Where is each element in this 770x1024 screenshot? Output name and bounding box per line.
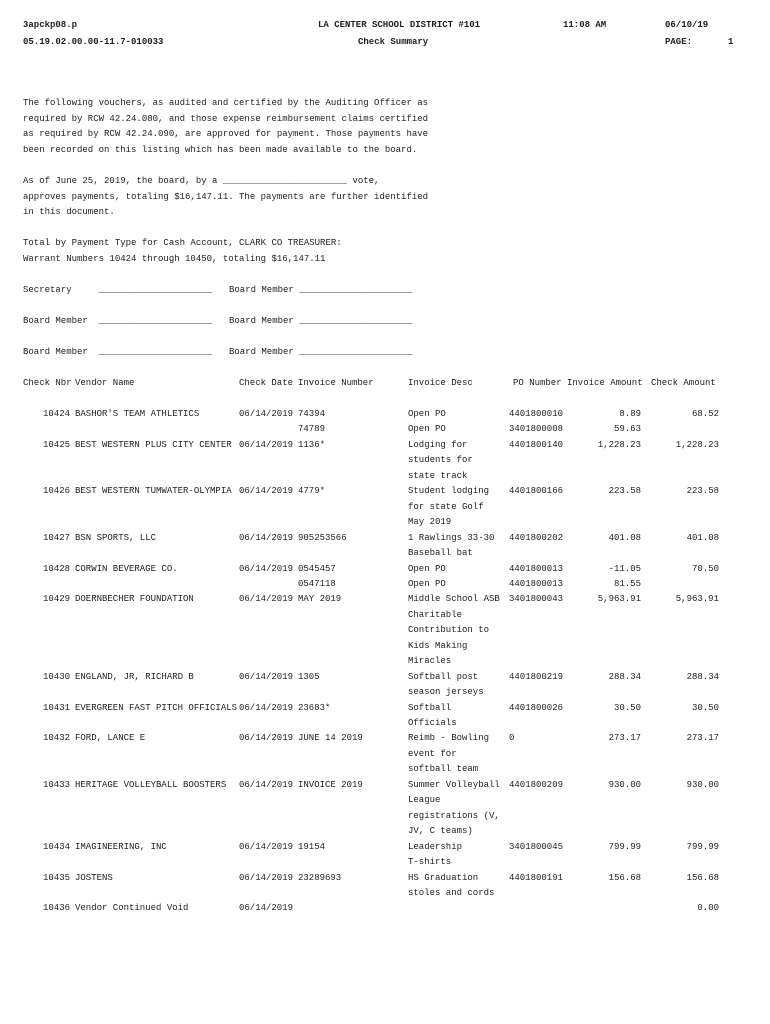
- check-number: 10427: [43, 532, 71, 543]
- check-amount: 930.00: [686, 779, 719, 790]
- vendor-name: BEST WESTERN TUMWATER-OLYMPIA: [75, 486, 232, 497]
- invoice-number: 905253566: [298, 532, 347, 543]
- invoice-desc: stoles and cords: [408, 887, 495, 898]
- check-amount: 156.68: [686, 872, 719, 883]
- check-number: 10434: [43, 841, 71, 852]
- invoice-desc: Summer Volleyball: [408, 779, 500, 790]
- check-number: 10433: [43, 779, 71, 790]
- invoice-desc: Leadership: [408, 841, 463, 852]
- invoice-desc: Officials: [408, 718, 457, 728]
- invoice-desc: Lodging for: [408, 439, 468, 450]
- vendor-name: IMAGINEERING, INC: [75, 841, 167, 852]
- col-check-nbr: Check Nbr: [23, 378, 72, 388]
- invoice-number: 23683*: [298, 702, 331, 713]
- signature-left: Board Member _____________________: [23, 347, 213, 357]
- vendor-name: CORWIN BEVERAGE CO.: [75, 563, 178, 574]
- po-number: 3401800008: [509, 424, 564, 435]
- po-number: 4401800166: [509, 486, 564, 497]
- invoice-number: 19154: [298, 841, 326, 852]
- check-number: 10431: [43, 702, 71, 713]
- invoice-desc: Miracles: [408, 656, 452, 667]
- invoice-number: JUNE 14 2019: [298, 733, 363, 744]
- totals-paragraph: Total by Payment Type for Cash Account, CLARK CO TREASURER: Warrant Numbers 10424 through 10450, totaling $16,147.11: [23, 238, 342, 264]
- signature-right: Board Member _____________________: [229, 316, 413, 326]
- district-name: LA CENTER SCHOOL DISTRICT #101: [318, 20, 481, 30]
- check-amount: 1,228.23: [675, 439, 719, 450]
- invoice-desc: 1 Rawlings 33-30: [408, 532, 495, 543]
- invoice-desc: registrations (V,: [408, 810, 500, 821]
- invoice-amount: 5,963.91: [597, 594, 641, 605]
- invoice-desc: state track: [408, 470, 468, 481]
- invoice-number: MAY 2019: [298, 594, 342, 605]
- check-number: 10436: [43, 903, 71, 914]
- vendor-name: FORD, LANCE E: [75, 733, 146, 744]
- po-number: 4401800026: [509, 702, 564, 713]
- report-time: 11:08 AM: [563, 20, 607, 30]
- invoice-desc: softball team: [408, 764, 479, 775]
- vendor-name: EVERGREEN FAST PITCH OFFICIALS: [75, 702, 238, 713]
- invoice-number: 0545457: [298, 563, 336, 574]
- invoice-desc: League: [408, 795, 441, 806]
- check-number: 10426: [43, 486, 71, 497]
- signature-left: Secretary _____________________: [23, 285, 213, 295]
- po-number: 4401800209: [509, 779, 564, 790]
- po-number: 3401800045: [509, 841, 564, 852]
- invoice-number: 23289693: [298, 872, 342, 883]
- invoice-desc: students for: [408, 455, 473, 466]
- check-number: 10424: [43, 409, 71, 419]
- check-date: 06/14/2019: [239, 872, 294, 883]
- invoice-amount: 401.08: [608, 532, 641, 543]
- check-number: 10425: [43, 439, 71, 450]
- invoice-desc: Charitable: [408, 609, 463, 620]
- invoice-number: 74394: [298, 409, 326, 419]
- invoice-desc: Student lodging: [408, 486, 490, 497]
- invoice-amount: 59.63: [613, 424, 641, 435]
- vendor-name: DOERNBECHER FOUNDATION: [75, 594, 194, 605]
- po-number: 4401800219: [509, 671, 564, 682]
- check-number: 10432: [43, 733, 71, 744]
- invoice-desc: Contribution to: [408, 625, 490, 636]
- invoice-amount: 8.89: [619, 409, 641, 419]
- check-date: 06/14/2019: [239, 903, 294, 914]
- invoice-desc: HS Graduation: [408, 872, 479, 883]
- invoice-desc: Softball: [408, 702, 452, 713]
- invoice-number: 0547118: [298, 578, 336, 589]
- invoice-number: 74789: [298, 424, 326, 435]
- invoice-number: 1305: [298, 671, 320, 682]
- check-date: 06/14/2019: [239, 409, 294, 419]
- po-number: 4401800013: [509, 563, 564, 574]
- vendor-name: BSN SPORTS, LLC: [75, 532, 157, 543]
- signature-right: Board Member _____________________: [229, 285, 413, 295]
- invoice-desc: Open PO: [408, 424, 446, 435]
- check-date: 06/14/2019: [239, 532, 294, 543]
- invoice-amount: -11.05: [608, 563, 641, 574]
- check-date: 06/14/2019: [239, 702, 294, 713]
- signature-right: Board Member _____________________: [229, 347, 413, 357]
- col-check-amount: Check Amount: [651, 378, 716, 388]
- program-version: 05.19.02.00.00-11.7-010033: [23, 37, 164, 47]
- check-amount: 273.17: [686, 733, 719, 744]
- vendor-name: Vendor Continued Void: [75, 903, 189, 914]
- vendor-name: BEST WESTERN PLUS CITY CENTER: [75, 439, 232, 450]
- invoice-desc: Open PO: [408, 409, 446, 419]
- po-number: 0: [509, 733, 515, 744]
- check-amount: 70.50: [691, 563, 719, 574]
- col-invoice-amount: Invoice Amount: [567, 378, 643, 388]
- invoice-desc: season jerseys: [408, 687, 484, 698]
- check-date: 06/14/2019: [239, 439, 294, 450]
- invoice-desc: T-shirts: [408, 857, 452, 868]
- po-number: 4401800202: [509, 532, 564, 543]
- invoice-desc: Middle School ASB: [408, 594, 500, 605]
- invoice-desc: Open PO: [408, 563, 446, 574]
- invoice-number: 4779*: [298, 486, 326, 497]
- page-number: 1: [728, 37, 734, 47]
- col-check-date: Check Date: [239, 378, 294, 388]
- check-date: 06/14/2019: [239, 733, 294, 744]
- check-number: 10429: [43, 594, 71, 605]
- invoice-amount: 156.68: [608, 872, 641, 883]
- check-number: 10435: [43, 872, 71, 883]
- invoice-amount: 930.00: [608, 779, 641, 790]
- check-date: 06/14/2019: [239, 486, 294, 497]
- col-po-number: PO Number: [513, 378, 562, 388]
- invoice-amount: 273.17: [608, 733, 641, 744]
- report-title: Check Summary: [358, 37, 429, 47]
- invoice-desc: Baseball bat: [408, 548, 473, 559]
- invoice-desc: Softball post: [408, 671, 479, 682]
- signature-left: Board Member _____________________: [23, 316, 213, 326]
- vendor-name: BASHOR'S TEAM ATHLETICS: [75, 409, 200, 419]
- invoice-desc: event for: [408, 748, 457, 759]
- po-number: 4401800191: [509, 872, 564, 883]
- invoice-desc: Open PO: [408, 578, 446, 589]
- check-number: 10428: [43, 563, 71, 574]
- invoice-amount: 1,228.23: [597, 439, 641, 450]
- vendor-name: HERITAGE VOLLEYBALL BOOSTERS: [75, 779, 227, 790]
- invoice-amount: 81.55: [613, 578, 641, 589]
- invoice-amount: 30.50: [613, 702, 641, 713]
- col-invoice-desc: Invoice Desc: [408, 378, 473, 388]
- check-number: 10430: [43, 671, 71, 682]
- po-number: 4401800140: [509, 439, 564, 450]
- check-date: 06/14/2019: [239, 563, 294, 574]
- check-amount: 799.99: [686, 841, 719, 852]
- invoice-amount: 799.99: [608, 841, 641, 852]
- check-amount: 30.50: [691, 702, 719, 713]
- approval-paragraph: As of June 25, 2019, the board, by a _______________________ vote, approves payments, totaling $16,147.11. The payments are further identified in this document.: [23, 176, 429, 217]
- report-date: 06/10/19: [665, 20, 709, 30]
- check-amount: 223.58: [686, 486, 719, 497]
- invoice-amount: 288.34: [608, 671, 641, 682]
- check-amount: 5,963.91: [675, 594, 719, 605]
- check-amount: 68.52: [691, 409, 719, 419]
- page-label: PAGE:: [665, 37, 693, 47]
- invoice-desc: Reimb - Bowling: [408, 733, 490, 744]
- check-date: 06/14/2019: [239, 779, 294, 790]
- vendor-name: ENGLAND, JR, RICHARD B: [75, 671, 194, 682]
- invoice-desc: Kids Making: [408, 640, 468, 651]
- po-number: 4401800010: [509, 409, 564, 419]
- check-date: 06/14/2019: [239, 594, 294, 605]
- invoice-number: INVOICE 2019: [298, 779, 363, 790]
- invoice-amount: 223.58: [608, 486, 641, 497]
- check-amount: 401.08: [686, 532, 719, 543]
- program-name: 3apckp08.p: [23, 20, 78, 30]
- check-amount: 0.00: [697, 903, 719, 914]
- invoice-desc: May 2019: [408, 517, 452, 528]
- col-vendor-name: Vendor Name: [75, 378, 135, 388]
- invoice-desc: JV, C teams): [408, 826, 473, 837]
- check-date: 06/14/2019: [239, 671, 294, 682]
- col-invoice-number: Invoice Number: [298, 378, 374, 388]
- check-amount: 288.34: [686, 671, 719, 682]
- invoice-number: 1136*: [298, 439, 326, 450]
- invoice-desc: for state Golf: [408, 501, 484, 512]
- po-number: 4401800013: [509, 578, 564, 589]
- certification-paragraph: The following vouchers, as audited and certified by the Auditing Officer as required by RCW 42.24.080, and those expense reimbursement claims certified as required by RCW 42.24.090, are approved for payment. Those payments have been recorded on this listing which has been made available to the board.: [23, 98, 429, 155]
- po-number: 3401800043: [509, 594, 564, 605]
- vendor-name: JOSTENS: [75, 872, 113, 883]
- check-date: 06/14/2019: [239, 841, 294, 852]
